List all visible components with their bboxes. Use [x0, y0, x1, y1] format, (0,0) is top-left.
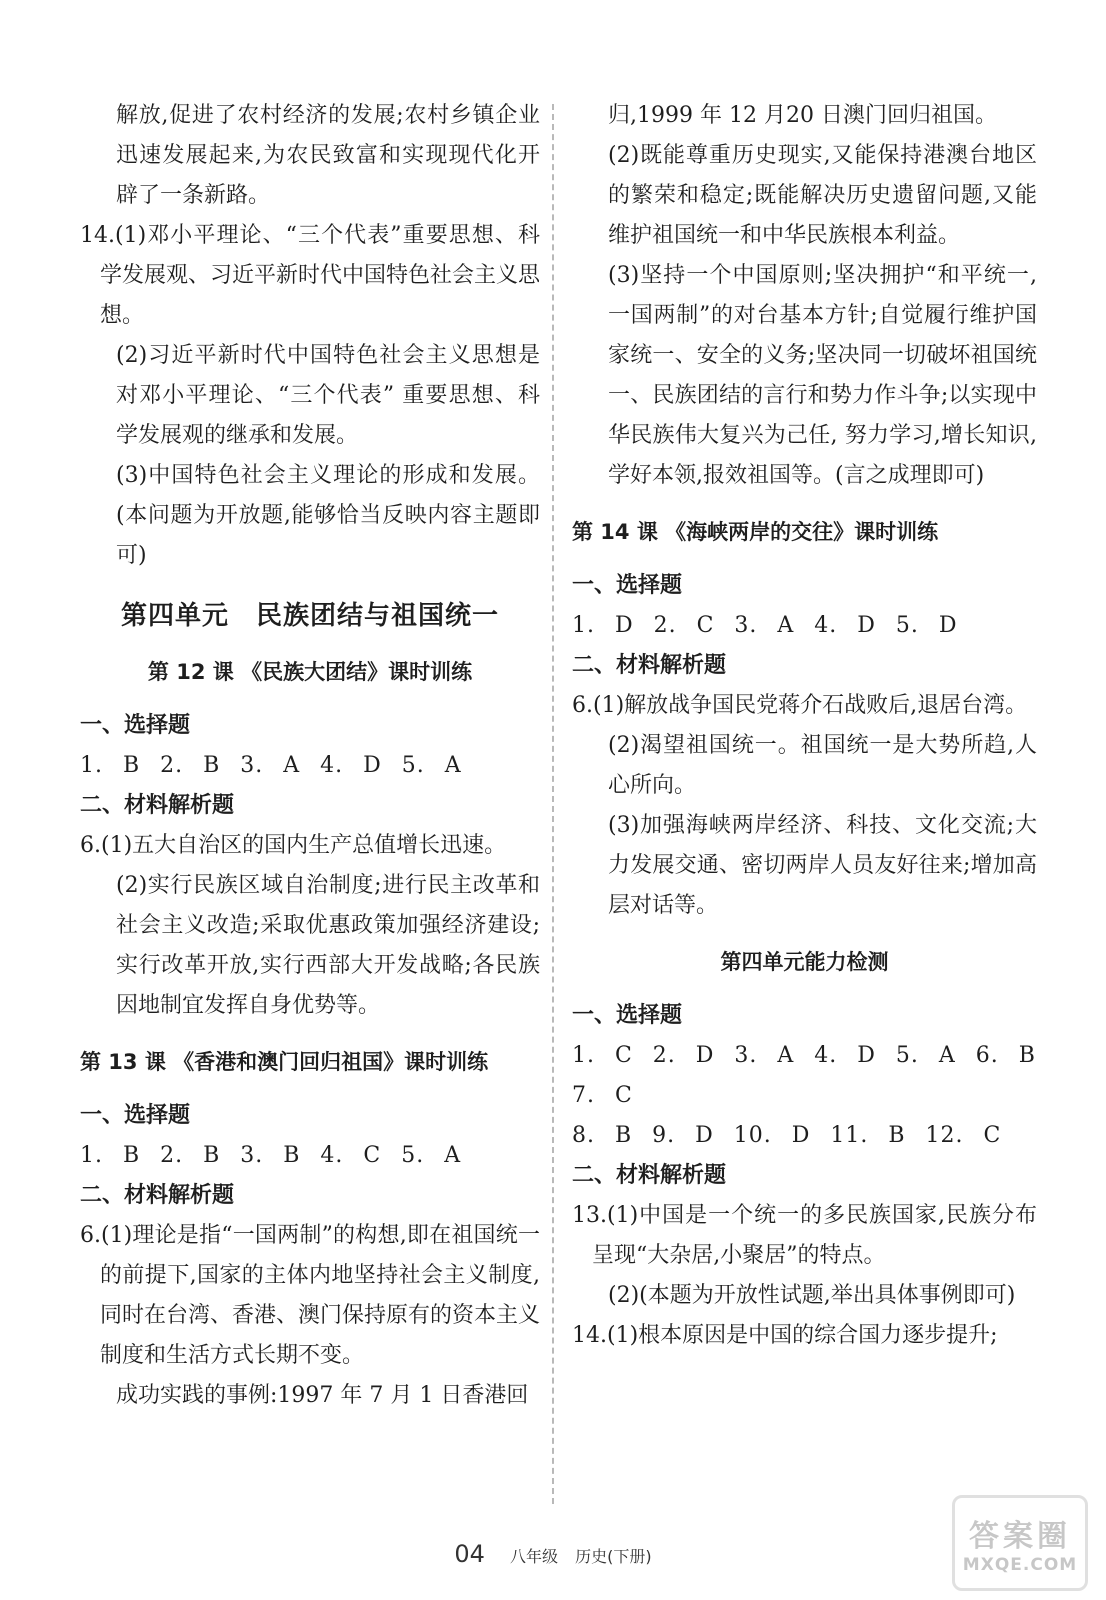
section-material: 二、材料解析题: [572, 1163, 727, 1188]
section-choice: 一、选择题: [572, 573, 683, 598]
left-column: [80, 96, 540, 1416]
section-material: 二、材料解析题: [80, 793, 235, 818]
choice-answers: 1. D 2. C 3. A 4. D 5. D: [572, 613, 958, 638]
continued-paragraph: 归,1999 年 12 月20 日澳门回归祖国。: [608, 103, 997, 128]
question-6-part-3: (3)坚持一个中国原则;坚决拥护“和平统一,一国两制”的对台基本方针;自觉履行维护国家统一、安全的义务;坚决同一切破坏祖国统一、民族团结的言行和势力作斗争;以实现中华民族伟大复兴为己任, 努力学习,增长知识,学好本领,报效祖国等。(言之成理即可): [608, 263, 1037, 488]
section-choice: 一、选择题: [80, 713, 191, 738]
lesson-13-title: 第 13 课 《香港和澳门回归祖国》课时训练: [80, 1050, 489, 1074]
choice-answers: 1. B 2. B 3. A 4. D 5. A: [80, 753, 462, 778]
right-column: [572, 96, 1037, 1356]
unit-test-title: 第四单元能力检测: [720, 950, 889, 974]
grade-label: 八年级: [510, 1547, 559, 1566]
question-13-part-2: (2)(本题为开放性试题,举出具体事例即可): [608, 1283, 1016, 1308]
section-choice: 一、选择题: [572, 1003, 683, 1028]
watermark-text: 答案圈: [969, 1519, 1071, 1554]
question-6-part-1: 6.(1)解放战争国民党蒋介石战败后,退居台湾。: [572, 693, 1028, 718]
choice-answers-row-2: 8. B 9. D 10. D 11. B 12. C: [572, 1123, 1002, 1148]
continued-paragraph: 解放,促进了农村经济的发展;农村乡镇企业迅速发展起来,为农民致富和实现现代化开辟了一条新路。: [116, 103, 540, 208]
question-6-part-1: 6.(1)五大自治区的国内生产总值增长迅速。: [80, 833, 507, 858]
question-14-part-1: 14.(1)邓小平理论、“三个代表”重要思想、科学发展观、习近平新时代中国特色社会主义思想。: [80, 223, 541, 328]
watermark-url: MXQE.COM: [962, 1555, 1078, 1575]
unit-title: 第四单元 民族团结与祖国统一: [120, 601, 499, 631]
section-material: 二、材料解析题: [80, 1183, 235, 1208]
lesson-14-title: 第 14 课 《海峡两岸的交往》课时训练: [572, 520, 939, 544]
watermark-logo: [952, 1495, 1088, 1591]
question-6-part-1: 6.(1)理论是指“一国两制”的构想,即在祖国统一的前提下,国家的主体内地坚持社会主义制度,同时在台湾、香港、澳门保持原有的资本主义制度和生活方式长期不变。: [80, 1223, 541, 1368]
page-number: 04: [454, 1540, 485, 1568]
choice-answers: 1. B 2. B 3. B 4. C 5. A: [80, 1143, 462, 1168]
question-6-part-2: (2)既能尊重历史现实,又能保持港澳台地区的繁荣和稳定;既能解决历史遗留问题,又能维护祖国统一和中华民族根本利益。: [608, 143, 1037, 248]
column-divider: [552, 104, 554, 1504]
question-6-part-3: (3)加强海峡两岸经济、科技、文化交流;大力发展交通、密切两岸人员友好往来;增加高层对话等。: [608, 813, 1037, 918]
subject-label: 历史(下册): [575, 1547, 652, 1566]
section-choice: 一、选择题: [80, 1103, 191, 1128]
question-6-example: 成功实践的事例:1997 年 7 月 1 日香港回: [116, 1383, 529, 1408]
question-14-part-1: 14.(1)根本原因是中国的综合国力逐步提升;: [572, 1323, 998, 1348]
lesson-12-title: 第 12 课 《民族大团结》课时训练: [147, 660, 473, 684]
question-14-part-3: (3)中国特色社会主义理论的形成和发展。(本问题为开放题,能够恰当反映内容主题即可): [116, 463, 540, 568]
page-footer: [0, 1540, 1106, 1568]
question-14-part-2: (2)习近平新时代中国特色社会主义思想是对邓小平理论、“三个代表” 重要思想、科学发展观的继承和发展。: [116, 343, 540, 448]
choice-answers-row-1: 1. C 2. D 3. A 4. D 5. A 6. B 7. C: [572, 1043, 1036, 1108]
section-material: 二、材料解析题: [572, 653, 727, 678]
question-13-part-1: 13.(1)中国是一个统一的多民族国家,民族分布呈现“大杂居,小聚居”的特点。: [572, 1203, 1037, 1268]
question-6-part-2: (2)渴望祖国统一。祖国统一是大势所趋,人心所向。: [608, 733, 1037, 798]
question-6-part-2: (2)实行民族区域自治制度;进行民主改革和社会主义改造;采取优惠政策加强经济建设;实行改革开放,实行西部大开发战略;各民族因地制宜发挥自身优势等。: [116, 873, 540, 1018]
